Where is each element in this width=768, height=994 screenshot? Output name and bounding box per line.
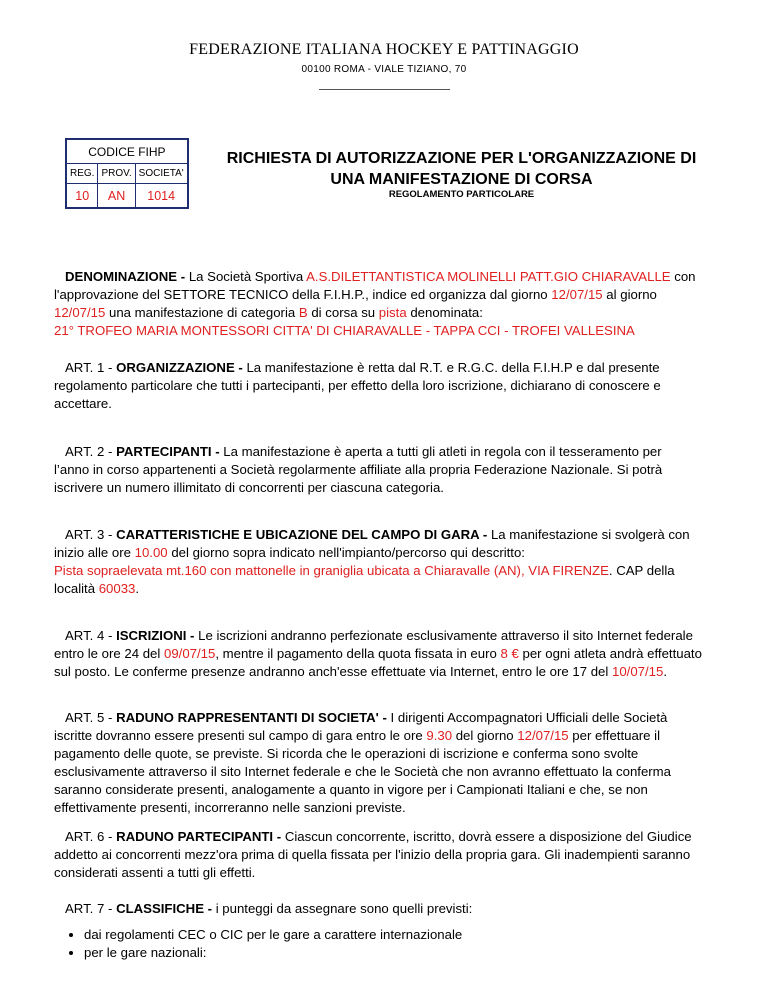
text: saranno considerate presenti, analogamente a quanto in vigore per i Campionati Italiani e che, se non (54, 782, 648, 797)
federation-name: FEDERAZIONE ITALIANA HOCKEY E PATTINAGGIO (189, 41, 579, 58)
text: del giorno sopra indicato nell'impianto/percorso qui descritto: (167, 545, 525, 560)
event-name: 21° TROFEO MARIA MONTESSORI CITTA' DI CHIARAVALLE - TAPPA CCI - TROFEI VALLESINA (54, 323, 635, 338)
article-number: ART. 4 - (65, 628, 117, 643)
text: Le iscrizioni andranno perfezionate esclusivamente attraverso il sito Internet federale (198, 628, 693, 643)
art-6-paragraph (54, 828, 724, 882)
registration-deadline: 09/07/15 (163, 646, 216, 661)
art-1-paragraph (54, 359, 724, 413)
col-societa: SOCIETA' (135, 164, 188, 184)
date-to: 12/07/15 (54, 305, 106, 320)
cap: 60033 (98, 581, 136, 596)
text: accettare. (54, 396, 112, 411)
federation-address: 00100 ROMA - VIALE TIZIANO, 70 (301, 64, 467, 75)
title-line-2: UNA MANIFESTAZIONE DI CORSA (330, 171, 593, 188)
art-2-paragraph (54, 443, 724, 497)
text: . CAP della (608, 563, 675, 578)
text: iscrivere un numero illimitato di concorrenti per ciascuna categoria. (54, 480, 444, 495)
text: I dirigenti Accompagnatori Ufficiali delle Società (390, 710, 668, 725)
fee: 8 € (500, 646, 519, 661)
confirmation-date: 10/07/15 (611, 664, 664, 679)
article-number: ART. 6 - (65, 829, 117, 844)
text: località (54, 581, 99, 596)
text: esclusivamente attraverso il sito Internet federale e che le Società che non avranno effettuato la conferma (54, 764, 671, 779)
codice-fihp-title: CODICE FIHP (66, 139, 188, 164)
text: inizio alle ore (54, 545, 135, 560)
list-item: • per le gare nazionali: (84, 944, 462, 962)
text: regolamento particolare che tutti i partecipanti, per effetto della loro iscrizione, dichiarano di conoscere e (54, 378, 661, 393)
text: con (670, 269, 696, 284)
text: effettivamente presenti, incorreranno nelle sanzioni previste. (54, 800, 406, 815)
text: al giorno (602, 287, 657, 302)
text: . (663, 664, 667, 679)
track-type: pista (378, 305, 407, 320)
text: La Società Sportiva (188, 269, 307, 284)
text: entro le ore 24 del (54, 646, 164, 661)
text: pagamento delle quote, se previste. Si ricorda che le operazioni di iscrizione e conferma sono svolte (54, 746, 639, 761)
art-5-label: RADUNO RAPPRESENTANTI DI SOCIETA' - (116, 710, 391, 725)
art-7-paragraph (54, 900, 724, 918)
art-3-paragraph (54, 526, 724, 598)
text: denominata: (406, 305, 483, 320)
start-time: 10.00 (134, 545, 168, 560)
article-number: ART. 1 - (65, 360, 117, 375)
text: iscritte dovranno essere presenti sul campo di gara entro le ore (54, 728, 427, 743)
article-number: ART. 3 - (65, 527, 117, 542)
art-3-label: CARATTERISTICHE E UBICAZIONE DEL CAMPO DI GARA - (116, 527, 491, 542)
venue-description: Pista sopraelevata mt.160 con mattonelle in graniglia ubicata a Chiaravalle (AN), VIA FIRENZE (54, 563, 609, 578)
denominazione-paragraph (54, 268, 724, 340)
text: sul posto. Le conferme presenze andranno anch'esse effettuate via Internet, entro le ore 17 del (54, 664, 612, 679)
text: . (135, 581, 140, 596)
val-prov: AN (98, 184, 135, 209)
document-subtitle: REGOLAMENTO PARTICOLARE (388, 189, 535, 200)
article-number: ART. 2 - (65, 444, 117, 459)
val-societa: 1014 (135, 184, 188, 209)
text: i punteggi da assegnare sono quelli previsti: (215, 901, 473, 916)
document-header (0, 41, 768, 90)
title-line-1: RICHIESTA DI AUTORIZZAZIONE PER L'ORGANIZZAZIONE DI (226, 150, 697, 167)
text: l’anno in corso appartenenti a Società regolarmente affiliate alla propria Federazione Nazionale. Si potrà (54, 462, 663, 477)
col-prov: PROV. (98, 164, 135, 184)
val-reg: 10 (66, 184, 98, 209)
classifiche-list (54, 926, 462, 962)
art-7-label: CLASSIFICHE - (116, 901, 216, 916)
text: del giorno (452, 728, 518, 743)
meeting-time: 9.30 (426, 728, 453, 743)
date-from: 12/07/15 (551, 287, 603, 302)
art-4-paragraph (54, 627, 724, 681)
document-title (204, 148, 719, 190)
col-reg: REG. (66, 164, 98, 184)
text: per ogni atleta andrà effettuato (518, 646, 702, 661)
society-name: A.S.DILETTANTISTICA MOLINELLI PATT.GIO CHIARAVALLE (306, 269, 671, 284)
meeting-date: 12/07/15 (517, 728, 569, 743)
text: una manifestazione di categoria (105, 305, 299, 320)
art-4-label: ISCRIZIONI - (116, 628, 199, 643)
text: l'approvazione del SETTORE TECNICO della F.I.H.P., indice ed organizza dal giorno (54, 287, 552, 302)
text: considerati assenti a tutti gli effetti. (54, 865, 256, 880)
header-divider (319, 89, 450, 90)
text: per effettuare il (568, 728, 661, 743)
art-2-label: PARTECIPANTI - (116, 444, 224, 459)
text: La manifestazione si svolgerà con (490, 527, 690, 542)
article-number: ART. 5 - (65, 710, 117, 725)
text: di corsa su (307, 305, 379, 320)
article-number: ART. 7 - (65, 901, 117, 916)
denominazione-label: DENOMINAZIONE - (65, 269, 189, 284)
text: , mentre il pagamento della quota fissata in euro (215, 646, 501, 661)
codice-fihp-table (65, 138, 189, 209)
category: B (298, 305, 308, 320)
text: addetto ai concorrenti mezz'ora prima di quella fissata per l'inizio della propria gara. Gli inadempienti saranno (54, 847, 691, 862)
art-6-label: RADUNO PARTECIPANTI - (116, 829, 285, 844)
text: La manifestazione è aperta a tutti gli atleti in regola con il tesseramento per (223, 444, 662, 459)
text: Ciascun concorrente, iscritto, dovrà essere a disposizione del Giudice (284, 829, 692, 844)
art-5-paragraph (54, 709, 724, 817)
list-item: • dai regolamenti CEC o CIC per le gare a carattere internazionale (84, 926, 462, 944)
text: La manifestazione è retta dal R.T. e R.G.C. della F.I.H.P e dal presente (246, 360, 660, 375)
art-1-label: ORGANIZZAZIONE - (116, 360, 247, 375)
